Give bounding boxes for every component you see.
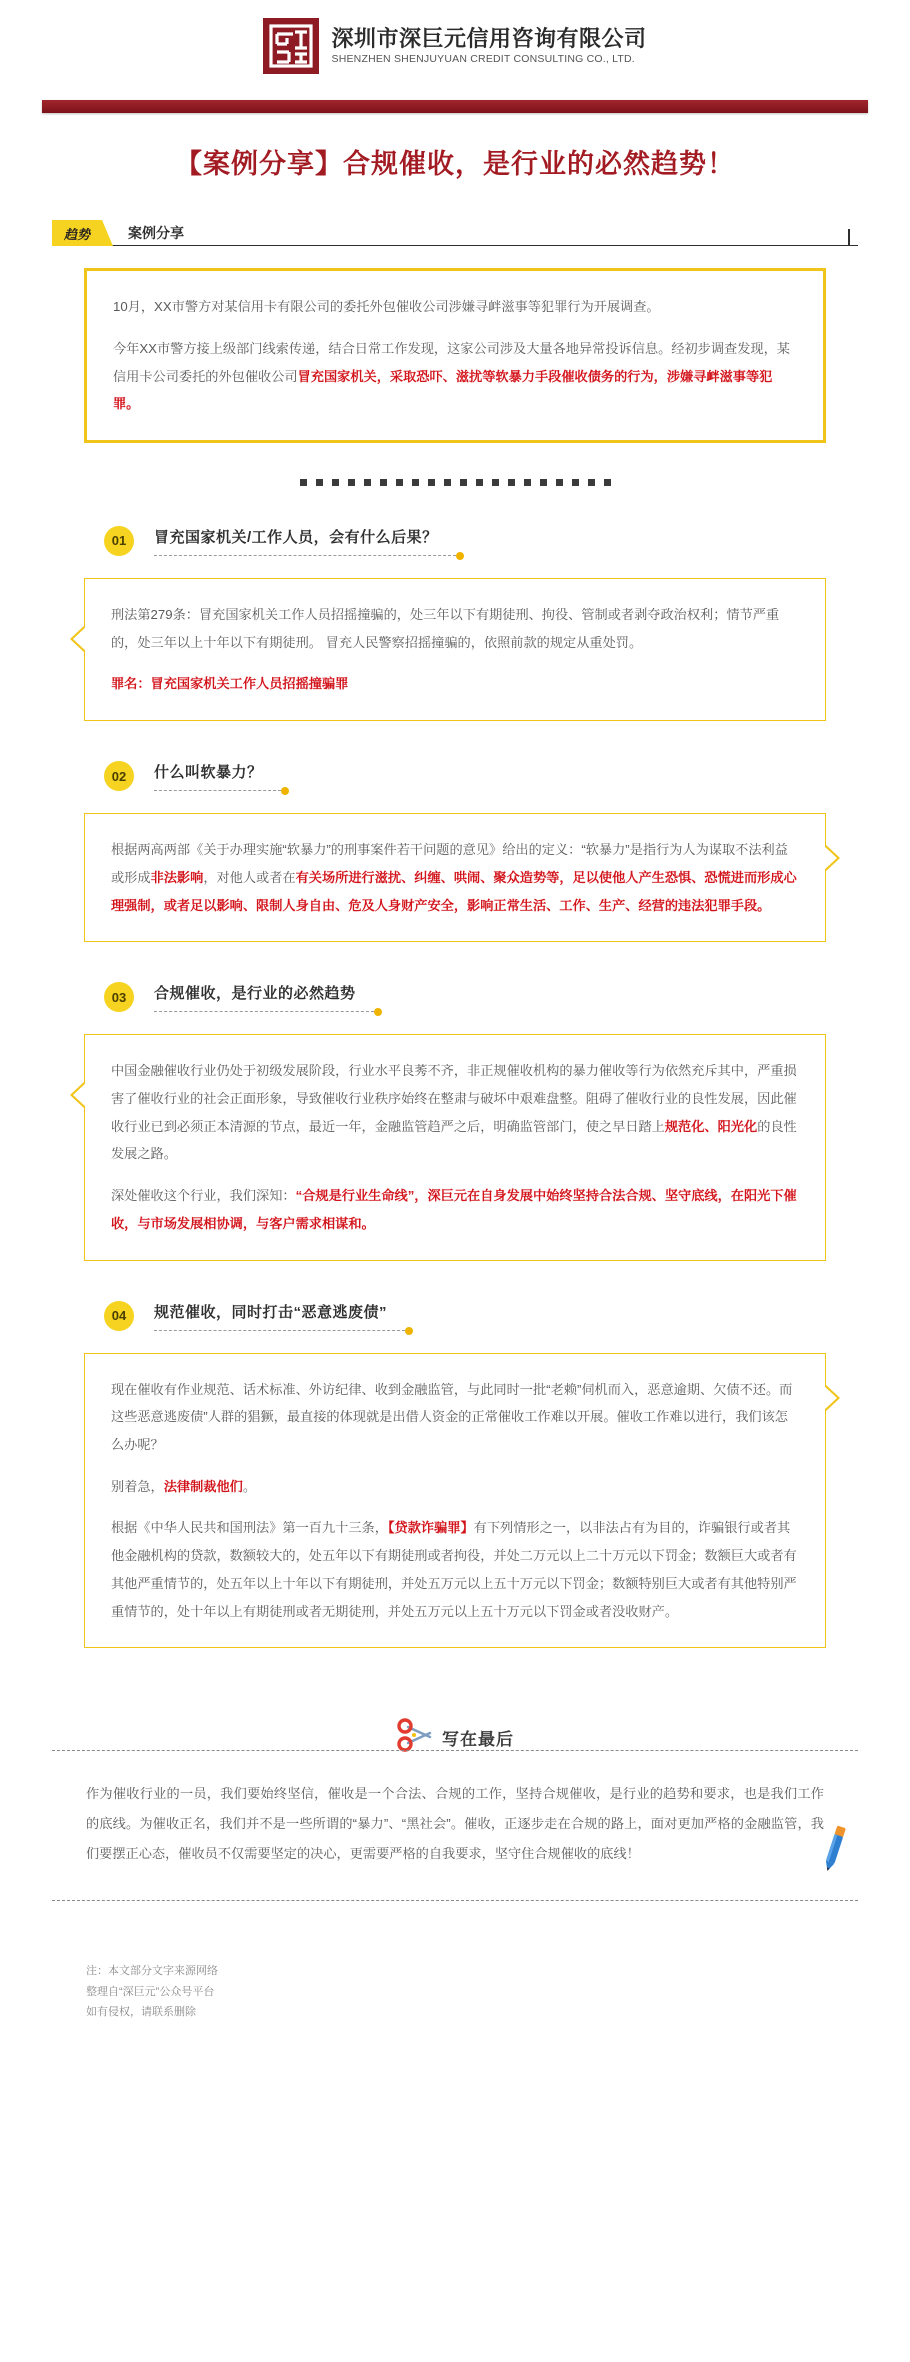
section-heading-01: [104, 526, 910, 556]
footnote: [86, 1961, 910, 2022]
company-name-en: SHENZHEN SHENJUYUAN CREDIT CONSULTING CO., LTD.: [331, 53, 635, 66]
section-end-dot-01: [456, 552, 464, 560]
section-04-plain-1: 别着急，: [111, 1478, 164, 1494]
section-02-body: [111, 836, 799, 919]
section-heading-04: [104, 1301, 910, 1331]
company-name-cn: 深圳市深巨元信用咨询有限公司: [331, 26, 647, 52]
tab-badge-trend[interactable]: 趋势: [52, 220, 102, 246]
section-04-plain-2: 根据《中华人民共和国刑法》第一百九十三条，: [111, 1520, 388, 1536]
page-title: 【案例分享】合规催收，是行业的必然趋势！: [175, 149, 735, 179]
section-title-wrap-03: [154, 982, 356, 1012]
section-02-highlight-1: 非法影响: [150, 869, 204, 885]
section-box-wrap-03: [84, 1034, 826, 1260]
red-divider-bar: [42, 100, 868, 113]
section-04-paragraph-3: [111, 1514, 799, 1625]
square-dot-divider: [0, 479, 910, 486]
section-04-paragraph-1: 现在催收有作业规范、话术标准、外访纪律、收到金融监管，与此同时一批“老赖”伺机而入，恶意逾期、欠债不还。而这些恶意逃废债”人群的猖獗，最直接的体现就是出借人资金的正常催收工作难以开展。催收工作难以进行，我们该怎么办呢？: [111, 1381, 793, 1453]
section-03-paragraph-2: [111, 1182, 799, 1237]
section-box-02: [84, 813, 826, 942]
final-body: [86, 1779, 824, 1868]
section-03-plain-3: 深处催收这个行业，我们深知：: [111, 1188, 296, 1204]
section-04-plain-3: 有下列情形之一，以非法占有为目的，诈骗银行或者其他金融机构的贷款，数额较大的，处五年以下有期徒刑或者拘役，并处二万元以上二十万元以下罚金；数额巨大或者有其他严重情节的，处五年以上十年以下有期徒刑，并处五万元以上五十万元以下罚金；数额特别巨大或者有其他特别严重情节的，处十年以上有期徒刑或者无期徒刑，并处五万元以上五十万元以下罚金或者没收财产。: [111, 1520, 797, 1619]
section-03-highlight-2: “合规是行业生命线”，深巨元在自身发展中始终坚持合法合规、坚守底线，在阳光下催收，与市场发展相协调，与客户需求相谋和。: [111, 1188, 797, 1231]
section-number-03: 03: [104, 982, 134, 1012]
section-03-plain-1: 中国金融催收行业仍处于初级发展阶段，行业水平良莠不齐，非正规催收机构的暴力催收等行为依然充斥其中，严重损害了催收行业的社会正面形象，导致催收行业秩序始终在整肃与破坏中艰难盘整。阻碍了催收行业的良性发展，因此催收行业已到必须正本清源的节点，最近一年，金融监管趋严之后，明确监管部门，使之早日踏上: [111, 1063, 797, 1134]
section-number-01: 01: [104, 526, 134, 556]
pen-icon: [818, 1824, 852, 1874]
tabstrip-end-cap: [848, 220, 858, 246]
section-03-plain-2: 的良性发展之路。: [111, 1118, 797, 1162]
section-title-wrap-02: [154, 761, 263, 791]
tab-label-case-share[interactable]: 案例分享: [102, 220, 848, 246]
section-title-wrap-01: [154, 526, 438, 556]
section-03-paragraph-1: [111, 1057, 799, 1168]
section-title-01: 冒充国家机关/工作人员，会有什么后果？: [154, 528, 438, 546]
section-title-03: 合规催收，是行业的必然趋势: [154, 985, 356, 1003]
section-heading-02: [104, 761, 910, 791]
section-number-02: 02: [104, 761, 134, 791]
section-box-wrap-02: [84, 813, 826, 942]
page-bottom-space: [0, 2022, 910, 2092]
brand-text: [331, 26, 646, 66]
section-end-dot-04: [405, 1327, 413, 1335]
section-heading-03: [104, 982, 910, 1012]
section-04-tail: 。: [242, 1478, 257, 1494]
section-box-04: [84, 1353, 826, 1649]
section-end-dot-02: [281, 787, 289, 795]
tabstrip: [52, 220, 858, 246]
brand-inner: [263, 18, 646, 74]
section-04-highlight-1: 法律制裁他们: [163, 1478, 243, 1494]
section-title-04: 规范催收，同时打击“恶意逃废债”: [154, 1303, 388, 1321]
cut-line-bottom: [52, 1900, 858, 1901]
section-04-paragraph-2: [111, 1473, 799, 1501]
section-number-04: 04: [104, 1301, 134, 1331]
section-04-highlight-2: 【贷款诈骗罪】: [387, 1520, 474, 1536]
intro-box: [84, 268, 826, 443]
section-underline-03: [154, 1011, 374, 1012]
footnote-line-2: 整理自“深巨元”公众号平台: [86, 1985, 215, 1998]
section-box-wrap-01: [84, 578, 826, 721]
section-end-dot-03: [374, 1008, 382, 1016]
intro-paragraph-1: 10月，XX市警方对某信用卡有限公司的委托外包催收公司涉嫌寻衅滋事等犯罪行为开展调查。: [113, 299, 660, 315]
pen-wrap: [52, 1868, 858, 1884]
scissors-icon: [396, 1718, 438, 1752]
section-02-highlight-2: 有关场所进行滋扰、纠缠、哄闹、聚众造势等，足以使他人产生恐惧、恐慌进而形成心理强制，或者足以影响、限制人身自由、危及人身财产安全，影响正常生活、工作、生产、经营的违法犯罪手段。: [111, 869, 797, 913]
company-seal-logo-icon: [263, 18, 319, 74]
section-title-02: 什么叫软暴力？: [154, 764, 263, 782]
intro-p2-highlight: 冒充国家机关，采取恐吓、滋扰等软暴力手段催收债务的行为，涉嫌寻衅滋事等犯罪。: [113, 368, 773, 412]
section-title-wrap-04: [154, 1301, 387, 1331]
section-box-03: [84, 1034, 826, 1260]
section-02-plain-1: 根据两高两部《关于办理实施“软暴力”的刑事案件若干问题的意见》给出的定义：“软暴力”是指行为人为谋取不法利益或形成: [111, 842, 788, 885]
final-heading-inner: [396, 1718, 514, 1752]
footnote-line-3: 如有侵权，请联系删除: [86, 2006, 196, 2019]
section-underline-01: [154, 555, 456, 556]
footnote-line-1: 注：本文部分文字来源网络: [86, 1965, 218, 1978]
section-01-body: 刑法第279条：冒充国家机关工作人员招摇撞骗的，处三年以下有期徒刑、拘役、管制或者剥夺政治权利；情节严重的，处三年以上十年以下有期徒刑。 冒充人民警察招摇撞骗的，依照前款的规定从重处罚。: [111, 606, 780, 650]
intro-paragraph-2: [113, 335, 797, 418]
section-box-01: [84, 578, 826, 721]
intro-p2-plain: 今年XX市警方接上级部门线索传递，结合日常工作发现，这家公司涉及大量各地异常投诉信息。经初步调查发现，某信用卡公司委托的外包催收公司: [113, 340, 790, 384]
section-02-plain-2: ，对他人或者在: [203, 869, 296, 885]
cut-line-top: [52, 1750, 858, 1751]
section-underline-04: [154, 1330, 405, 1331]
section-underline-02: [154, 790, 281, 791]
section-01-charge-name: 罪名：冒充国家机关工作人员招摇撞骗罪: [111, 676, 349, 692]
final-body-text: 作为催收行业的一员，我们要始终坚信，催收是一个合法、合规的工作，坚持合规催收，是行业的趋势和要求，也是我们工作的底线。为催收正名，我们并不是一些所谓的“暴力”、“黑社会”。催收，正逐步走在合规的路上，面对更加严格的金融监管，我们要摆正心态，催收员不仅需要坚定的决心，更需要严格的自我要求，坚守住合规催收的底线！: [86, 1786, 824, 1861]
section-box-wrap-04: [84, 1353, 826, 1649]
final-heading-text: 写在最后: [442, 1730, 514, 1750]
section-03-highlight-1: 规范化、阳光化: [664, 1118, 758, 1134]
final-heading: [0, 1706, 910, 1752]
intro-box-wrap: [84, 268, 826, 443]
brand-header: [0, 0, 910, 84]
